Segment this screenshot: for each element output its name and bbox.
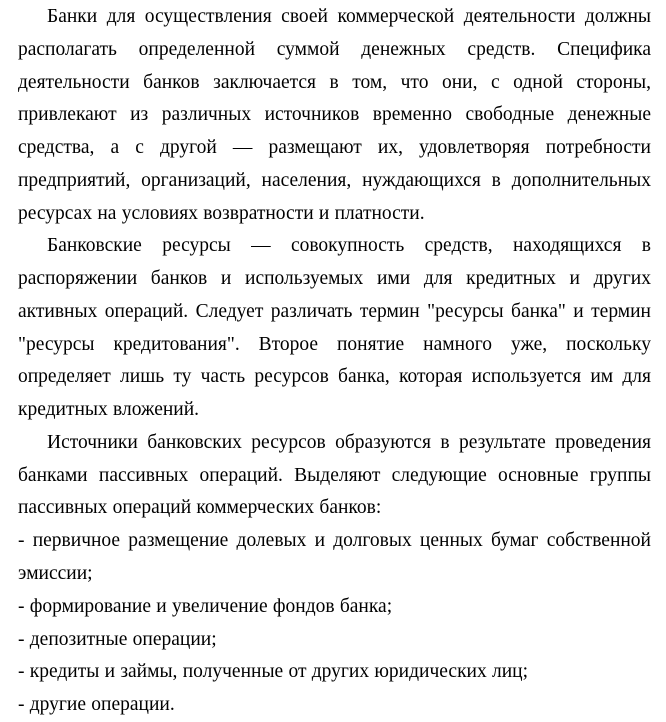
paragraph-banks-funds: Банки для осуществления своей коммерческой деятельности должны располагать определенной суммой денежных средств. Специфика деятельности банков заключается в том, что они, с одной стороны, привлекают из различных источников временно свободные денежные средства, а с другой — размещают их, удовлетворяя потребности предприятий, организаций, населения, нуждающихся в дополнительных ресурсах на условиях возвратности и платности. [18, 6, 651, 224]
list-item-credits-loans: - кредиты и займы, полученные от других юридических лиц; [18, 661, 529, 683]
list-item-fund-formation: - формирование и увеличение фондов банка; [18, 595, 393, 617]
list-item-other-operations: - другие операции. [18, 694, 175, 716]
paragraph-bank-resources-definition: Банковские ресурсы — совокупность средств, находящихся в распоряжении банков и используемых ими для кредитных и других активных операций. Следует различать термин "ресурсы банка" и термин "ресурсы кредитования". Второе понятие намного уже, поскольку определяет лишь ту часть ресурсов банка, которая используется им для кредитных вложений. [18, 235, 651, 421]
list-item-deposit-operations: - депозитные операции; [18, 628, 217, 650]
list-item-securities-placement: - первичное размещение долевых и долговых ценных бумаг собственной эмиссии; [18, 530, 651, 585]
paragraph-resource-sources: Источники банковских ресурсов образуются в результате проведения банками пассивных операций. Выделяют следующие основные группы пассивных операций коммерческих банков: [18, 431, 651, 519]
